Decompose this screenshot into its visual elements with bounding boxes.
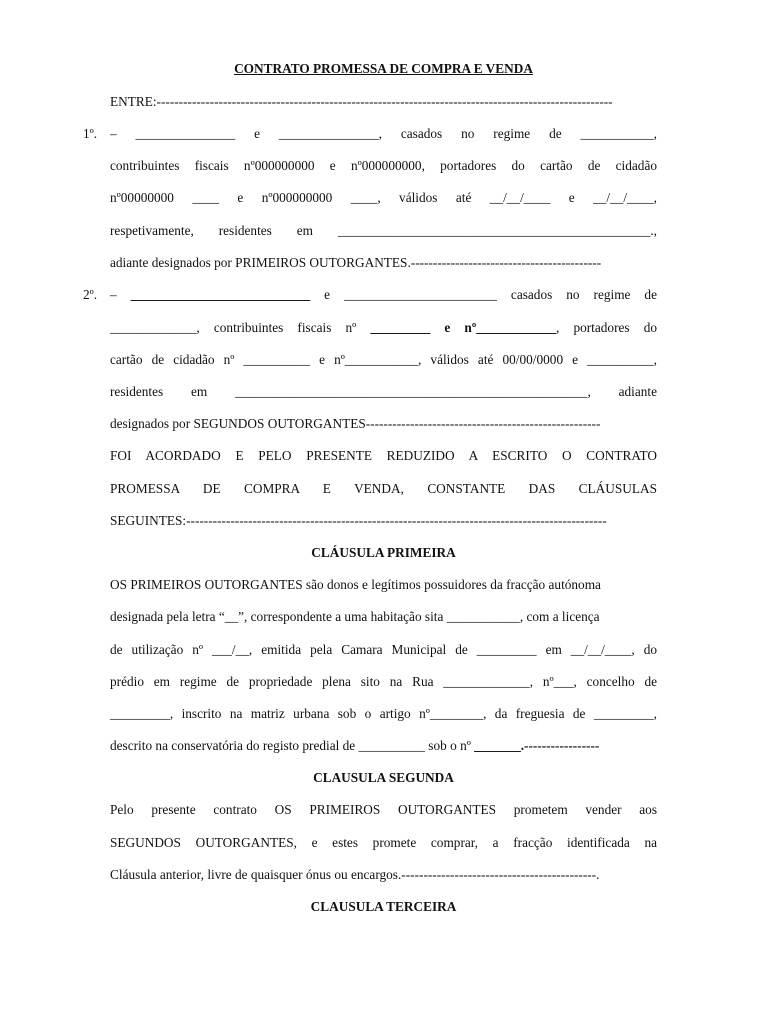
party-2-line-2-end: , portadores do [556, 320, 657, 335]
party-1-line-5: adiante designados por PRIMEIROS OUTORGANTES.------------------------------------------- [110, 255, 602, 270]
clause-1-registry-blank: _______ [474, 738, 521, 753]
party-1-line-3: nº00000000 ____ e nº000000000 ____, válidos até __/__/____ e __/__/____, [110, 190, 657, 205]
clause-2-heading: CLAUSULA SEGUNDA [313, 770, 454, 785]
clause-1-line-4: prédio em regime de propriedade plena sito na Rua _____________, nº___, concelho de [110, 674, 657, 689]
clause-1-line-6 [110, 738, 657, 754]
clause-1-line-1: OS PRIMEIROS OUTORGANTES são donos e legítimos possuidores da fracção autónoma [110, 577, 601, 592]
party-2-line-5: designados por SEGUNDOS OUTORGANTES----------------------------------------------------- [110, 416, 601, 431]
party-2-nif-blanks: _________ e nº____________ [370, 320, 556, 335]
party-1-number: 1º. [83, 126, 98, 141]
agreement-line-3: SEGUINTES:----------------------------------------------------------------------------------------------- [110, 513, 607, 528]
agreement-line-1: FOI ACORDADO E PELO PRESENTE REDUZIDO A ESCRITO O CONTRATO [110, 448, 657, 463]
party-2-line-1 [110, 287, 657, 303]
clause-2-line-1: Pelo presente contrato OS PRIMEIROS OUTORGANTES prometem vender aos [110, 802, 657, 817]
clause-3-heading: CLAUSULA TERCEIRA [310, 899, 457, 914]
clause-1-line-3: de utilização nº ___/__, emitida pela Camara Municipal de _________ em __/__/____, do [110, 642, 657, 657]
party-1-line-1: – _______________ e _______________, casados no regime de ___________, [110, 126, 657, 141]
clause-2-line-2: SEGUNDOS OUTORGANTES, e estes promete comprar, a fracção identificada na [110, 835, 657, 850]
clause-1-line-5: _________, inscrito na matriz urbana sob o artigo nº________, da freguesia de _________, [110, 706, 657, 721]
party-1-line-4: respetivamente, residentes em _______________________________________________., [110, 223, 657, 238]
party-2-line-1-rest: e _______________________ casados no regime de [310, 287, 657, 302]
clause-1-heading: CLÁUSULA PRIMEIRA [311, 545, 456, 560]
clause-1-line-2: designada pela letra “__”, correspondente a uma habitação sita ___________, com a licença [110, 609, 600, 624]
clause-1-line-6-text: descrito na conservatória do registo predial de __________ sob o nº [110, 738, 475, 753]
party-2-line-2-start: _____________, contribuintes fiscais nº [110, 320, 371, 335]
party-2-line-2 [110, 320, 657, 336]
party-1-line-2: contribuintes fiscais nº000000000 e nº000000000, portadores do cartão de cidadão [110, 158, 657, 173]
clause-1-line-6-dashes: .----------------- [520, 738, 600, 753]
entre-line: ENTRE:------------------------------------------------------------------------------------------------------- [110, 94, 613, 109]
document-title: CONTRATO PROMESSA DE COMPRA E VENDA [234, 61, 533, 76]
party-2-number: 2º. [83, 287, 98, 302]
agreement-line-2: PROMESSA DE COMPRA E VENDA, CONSTANTE DAS CLÁUSULAS [110, 481, 657, 496]
party-2-name-blank: ___________________________ [130, 287, 311, 302]
party-2-line-3: cartão de cidadão nº __________ e nº___________, válidos até 00/00/0000 e __________, [110, 352, 657, 367]
party-2-line-1-dash: – [110, 287, 131, 302]
party-2-line-4: residentes em _____________________________________________________, adiante [110, 384, 657, 399]
clause-2-line-3: Cláusula anterior, livre de quaisquer ónus ou encargos.--------------------------------------------. [110, 867, 600, 882]
